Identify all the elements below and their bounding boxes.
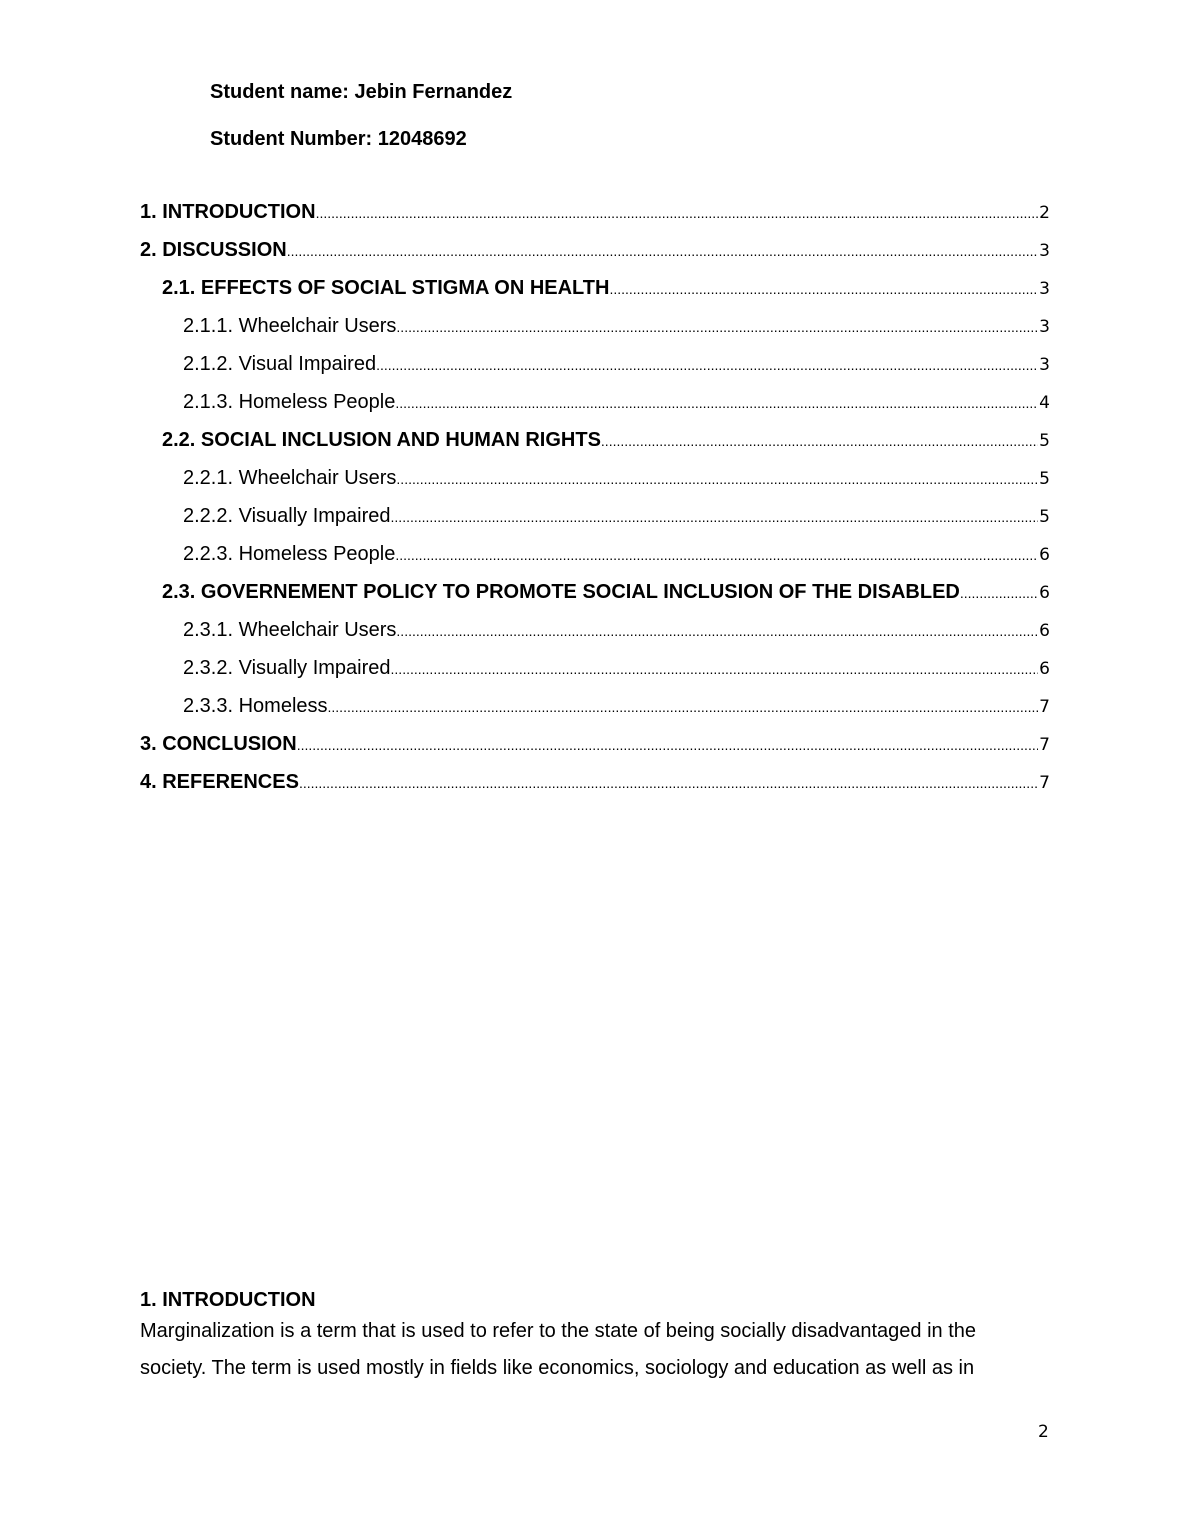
introduction-line: society. The term is used mostly in fields like economics, sociology and education as well as in: [140, 1357, 975, 1379]
toc-entry[interactable]: [140, 578, 1050, 616]
toc-entry-page: 3: [1039, 355, 1050, 375]
toc-entry[interactable]: [140, 274, 1050, 312]
toc-dot-leader: [391, 503, 1039, 531]
introduction-line: Marginalization is a term that is used to refer to the state of being socially disadvantaged in the: [140, 1320, 977, 1342]
toc-entry[interactable]: [140, 350, 1050, 388]
toc-entry-title: 2.3.2. Visually Impaired: [183, 657, 391, 679]
toc-dot-leader: [609, 275, 1038, 303]
student-name: Student name: Jebin Fernandez: [210, 81, 513, 103]
toc-entry-title: 2.2.2. Visually Impaired: [183, 505, 391, 527]
toc-entry-title: 2.3.1. Wheelchair Users: [183, 619, 397, 641]
toc-entry-page: 5: [1039, 431, 1050, 451]
toc-dot-leader: [287, 237, 1038, 265]
introduction-heading: 1. INTRODUCTION: [140, 1289, 316, 1311]
toc-dot-leader: [960, 579, 1038, 607]
toc-dot-leader: [395, 541, 1038, 569]
toc-entry-page: 6: [1039, 583, 1050, 603]
toc-entry[interactable]: [140, 692, 1050, 730]
toc-entry-title: 1. INTRODUCTION: [140, 201, 316, 223]
toc-dot-leader: [328, 693, 1039, 721]
toc-dot-leader: [297, 731, 1038, 759]
toc-entry-title: 2.2.1. Wheelchair Users: [183, 467, 397, 489]
toc-entry-page: 2: [1039, 203, 1050, 223]
toc-entry[interactable]: [140, 198, 1050, 236]
toc-entry-title: 2.1.2. Visual Impaired: [183, 353, 377, 375]
toc-entry-page: 6: [1039, 621, 1050, 641]
toc-entry-title: 2.2.3. Homeless People: [183, 543, 396, 565]
toc-entry[interactable]: [140, 540, 1050, 578]
toc-entry-title: 2.1. EFFECTS OF SOCIAL STIGMA ON HEALTH: [162, 277, 610, 299]
toc-dot-leader: [395, 389, 1038, 417]
toc-entry-page: 5: [1039, 507, 1050, 527]
toc-entry-page: 7: [1039, 773, 1050, 793]
toc-entry-page: 7: [1039, 697, 1050, 717]
toc-entry-page: 6: [1039, 545, 1050, 565]
toc-entry[interactable]: [140, 236, 1050, 274]
toc-entry-title: 2.3.3. Homeless: [183, 695, 328, 717]
toc-entry-title: 2.2. SOCIAL INCLUSION AND HUMAN RIGHTS: [162, 429, 601, 451]
toc-entry[interactable]: [140, 768, 1050, 806]
toc-entry[interactable]: [140, 730, 1050, 768]
toc-entry[interactable]: [140, 502, 1050, 540]
toc-dot-leader: [396, 465, 1038, 493]
toc-entry-page: 3: [1039, 317, 1050, 337]
toc-entry-title: 2. DISCUSSION: [140, 239, 287, 261]
toc-entry-page: 3: [1039, 279, 1050, 299]
toc-entry-page: 5: [1039, 469, 1050, 489]
toc-dot-leader: [316, 199, 1039, 227]
introduction-body: [140, 1313, 1050, 1387]
toc-dot-leader: [396, 313, 1038, 341]
toc-entry-title: 2.1.1. Wheelchair Users: [183, 315, 397, 337]
toc-entry-title: 3. CONCLUSION: [140, 733, 297, 755]
toc-entry[interactable]: [140, 388, 1050, 426]
student-number: Student Number: 12048692: [210, 128, 467, 150]
toc-entry-title: 2.1.3. Homeless People: [183, 391, 396, 413]
toc-entry[interactable]: [140, 464, 1050, 502]
toc-entry-title: 4. REFERENCES: [140, 771, 299, 793]
table-of-contents: [140, 198, 1050, 806]
toc-dot-leader: [391, 655, 1039, 683]
page-number: 2: [1038, 1422, 1049, 1442]
toc-dot-leader: [601, 427, 1038, 455]
toc-entry[interactable]: [140, 426, 1050, 464]
toc-entry-page: 7: [1039, 735, 1050, 755]
toc-dot-leader: [299, 769, 1038, 797]
toc-entry-page: 6: [1039, 659, 1050, 679]
toc-entry-page: 4: [1039, 393, 1050, 413]
toc-entry-page: 3: [1039, 241, 1050, 261]
toc-entry-title: 2.3. GOVERNEMENT POLICY TO PROMOTE SOCIAL INCLUSION OF THE DISABLED: [162, 581, 960, 603]
toc-dot-leader: [376, 351, 1038, 379]
toc-entry[interactable]: [140, 616, 1050, 654]
toc-dot-leader: [396, 617, 1038, 645]
toc-entry[interactable]: [140, 654, 1050, 692]
toc-entry[interactable]: [140, 312, 1050, 350]
